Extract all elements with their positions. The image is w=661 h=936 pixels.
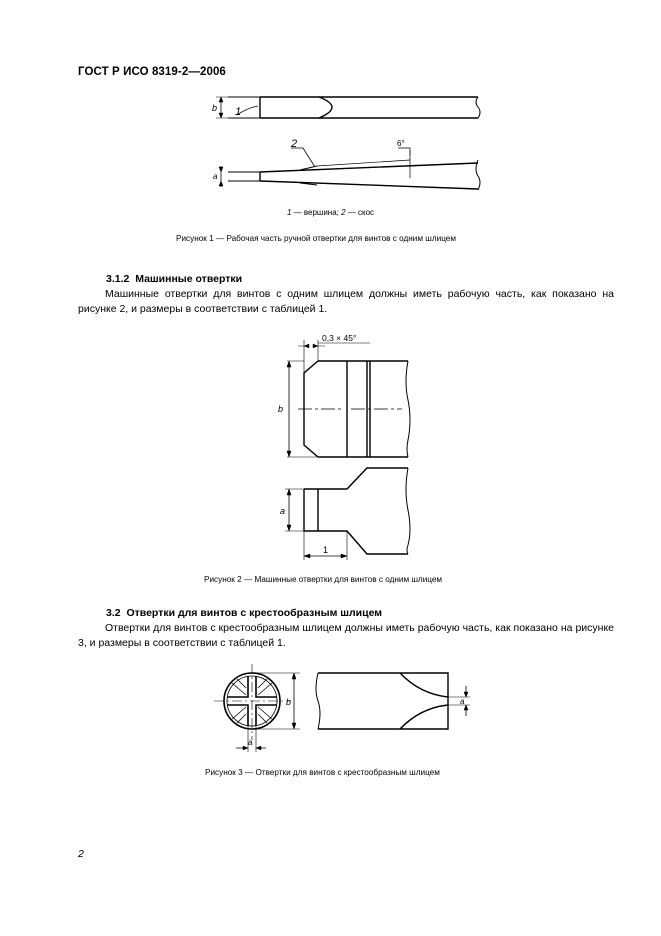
fig1-dim-a: a (213, 172, 218, 181)
section-3-2-paragraph: Отвертки для винтов с крестообразным шлицем должны иметь рабочую часть, как показано на рисунке 3, и размеры в соответствии с таблицей 1. (78, 622, 614, 649)
figure-1-legend: 1 — вершина; 2 — скос (286, 208, 375, 217)
figure-1-caption: Рисунок 1 — Рабочая часть ручной отвертки для винтов с одним шлицем (176, 234, 456, 243)
figure-2-caption: Рисунок 2 — Машинные отвертки для винтов с одним шлицем (204, 575, 443, 584)
fig2-dim-b: b (278, 404, 284, 414)
fig1-label-1: 1 (235, 106, 242, 118)
page-number: 2 (78, 848, 84, 860)
section-3-1-2-heading: 3.1.2 Машинные отвертки (106, 273, 243, 285)
fig2-chamfer: 0,3 × 45° (322, 333, 357, 343)
fig3-dim-b: b (286, 697, 292, 707)
fig1-label-2: 2 (291, 138, 298, 150)
figure-3-caption: Рисунок 3 — Отвертки для винтов с крестообразным шлицем (205, 768, 440, 777)
fig3-dim-a-right: a (460, 697, 465, 706)
fig2-dim-1: 1 (323, 545, 329, 555)
section-3-2-heading: 3.2 Отвертки для винтов с крестообразным шлицем (106, 607, 383, 619)
fig3-dim-a-bottom: a (248, 738, 253, 747)
document-header: ГОСТ Р ИСО 8319-2—2006 (78, 66, 226, 78)
section-3-1-2-paragraph: Машинные отвертки для винтов с одним шлицем должны иметь рабочую часть, как показано на рисунке 2, и размеры в соответствии с таблицей 1. (78, 288, 614, 315)
fig2-dim-a: a (280, 506, 286, 516)
fig1-dim-b: b (212, 103, 218, 113)
fig1-angle: 6° (397, 139, 405, 148)
